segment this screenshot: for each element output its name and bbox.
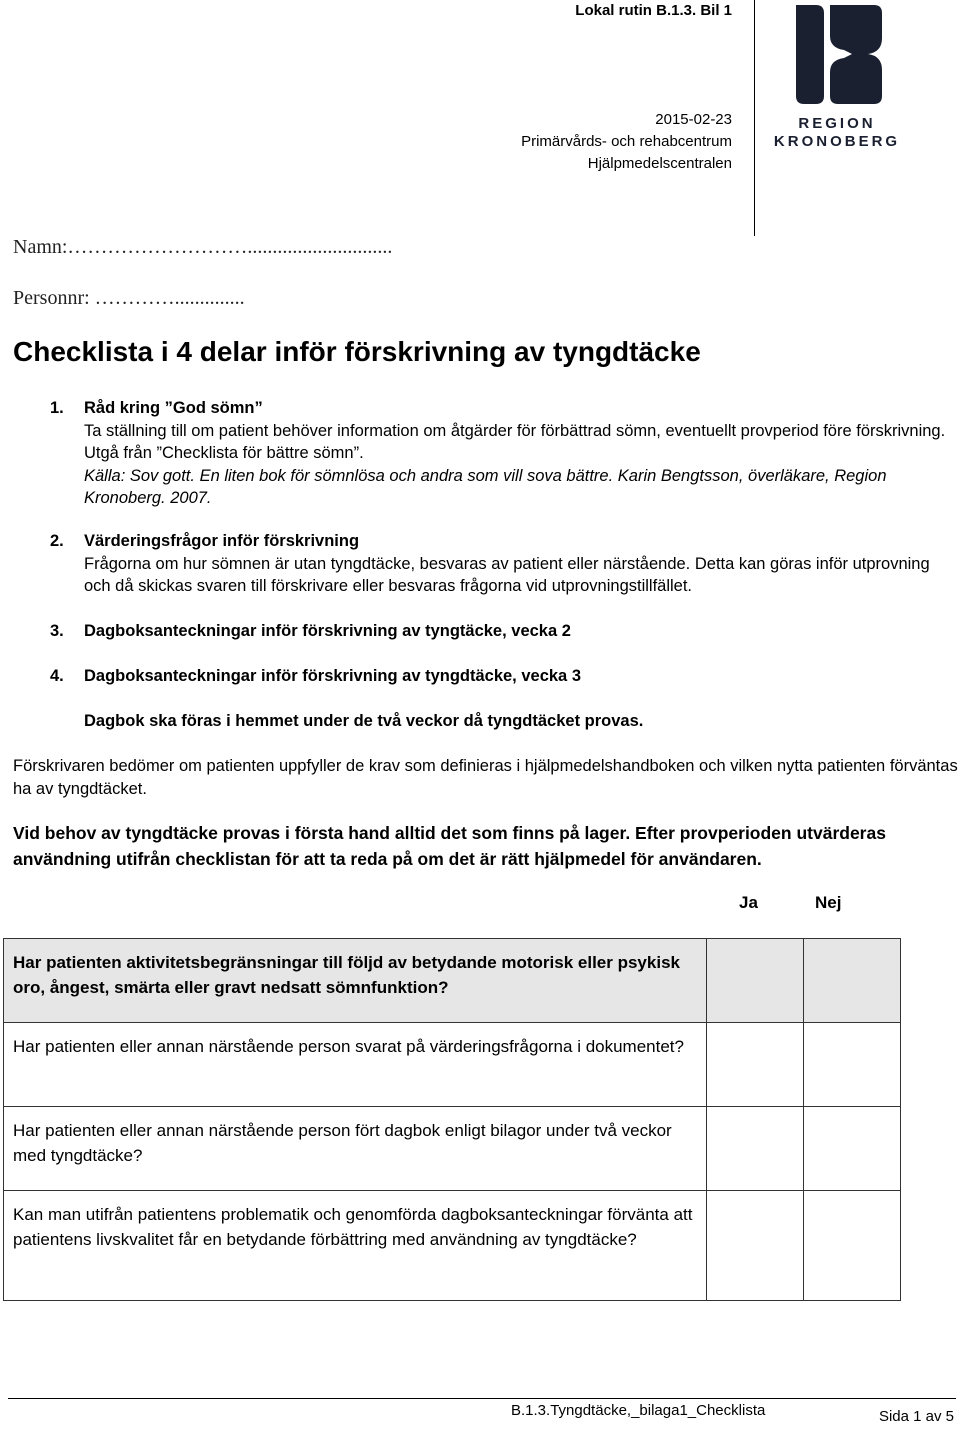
section-text: Frågorna om hur sömnen är utan tyngdtäcke, besvaras av patient eller närstående. Detta kan göras inför utprovning och då skickas svaren till förskrivare eller besvaras frågorna vid utprovningstillfället.: [84, 554, 930, 595]
footer-divider: [8, 1398, 956, 1399]
section-heading: Dagboksanteckningar inför förskrivning av tyngtäcke, vecka 2: [84, 622, 571, 640]
footer-filename: B.1.3.Tyngdtäcke,_bilaga1_Checklista: [511, 1402, 766, 1419]
name-field[interactable]: Namn:……………………….............................: [13, 236, 393, 258]
section-source: Källa: Sov gott. En liten bok för sömnlösa och andra som vill sova bättre. Karin Bengtsson, överläkare, Region Kronoberg. 2007.: [84, 466, 887, 507]
section-note: Dagbok ska föras i hemmet under de två veckor då tyngdtäcket provas.: [84, 711, 644, 730]
question-cell: Har patienten eller annan närstående person svarat på värderingsfrågorna i dokumentet?: [4, 1023, 707, 1107]
yes-checkbox-cell[interactable]: [706, 1023, 803, 1107]
section-number: 4.: [50, 667, 64, 685]
section-text: Ta ställning till om patient behöver information om åtgärder för förbättrad sömn, eventuellt provperiod före förskrivning. Utgå från ”Checklista för bättre sömn”.: [84, 421, 946, 462]
column-header-yes: Ja: [739, 893, 758, 912]
section-number: 3.: [50, 622, 64, 640]
question-cell: Kan man utifrån patientens problematik och genomförda dagboksanteckningar förvänta att patientens livskvalitet får en betydande förbättring med användning av tyngdtäcke?: [4, 1191, 707, 1301]
footer-page-number: Sida 1 av 5: [878, 1408, 954, 1425]
yes-checkbox-cell[interactable]: [706, 1191, 803, 1301]
page-title: Checklista i 4 delar inför förskrivning av tyngdtäcke: [13, 336, 701, 367]
yes-checkbox-cell[interactable]: [706, 939, 803, 1023]
checklist-table: [3, 938, 901, 1301]
section-3: [50, 620, 954, 643]
routine-label: Lokal rutin B.1.3. Bil 1: [575, 2, 732, 19]
section-heading: Värderingsfrågor inför förskrivning: [84, 532, 360, 550]
table-row: [4, 1023, 901, 1107]
section-heading: Dagboksanteckningar inför förskrivning av tyngdtäcke, vecka 3: [84, 667, 581, 685]
no-checkbox-cell[interactable]: [803, 939, 900, 1023]
section-number: 1.: [50, 399, 64, 417]
section-1: [50, 397, 954, 510]
region-kronoberg-logo: [772, 2, 902, 151]
table-row: [4, 1191, 901, 1301]
assessment-paragraph: Förskrivaren bedömer om patienten uppfyller de krav som definieras i hjälpmedelshandboken och vilken nytta patienten förväntas ha av tyngdtäcket.: [13, 757, 958, 798]
section-4: [50, 665, 954, 732]
header-divider: [754, 0, 755, 236]
no-checkbox-cell[interactable]: [803, 1107, 900, 1191]
section-number: 2.: [50, 532, 64, 550]
logo-mark-icon: [772, 2, 902, 110]
no-checkbox-cell[interactable]: [803, 1023, 900, 1107]
question-cell: Har patienten eller annan närstående person fört dagbok enligt bilagor under två veckor med tyngdtäcke?: [4, 1107, 707, 1191]
trial-paragraph: Vid behov av tyngdtäcke provas i första hand alltid det som finns på lager. Efter provperioden utvärderas användning utifrån checklistan för att ta reda på om det är rätt hjälpmedel för användaren.: [13, 823, 886, 869]
org-line-2: Hjälpmedelscentralen: [587, 155, 732, 172]
question-cell: Har patienten aktivitetsbegränsningar till följd av betydande motorisk eller psykisk oro, ångest, smärta eller gravt nedsatt sömnfunktion?: [4, 939, 707, 1023]
org-line-1: Primärvårds- och rehabcentrum: [521, 133, 732, 150]
table-row: [4, 939, 901, 1023]
logo-word-kronoberg: KRONOBERG: [773, 133, 901, 150]
logo-word-region: REGION: [798, 115, 876, 132]
yes-checkbox-cell[interactable]: [706, 1107, 803, 1191]
table-row: [4, 1107, 901, 1191]
document-date: 2015-02-23: [655, 111, 732, 128]
section-heading: Råd kring ”God sömn”: [84, 399, 263, 417]
personnr-field[interactable]: Personnr: …………..............: [13, 287, 245, 309]
section-2: [50, 530, 954, 598]
header-info: [521, 109, 732, 175]
column-header-no: Nej: [815, 893, 842, 912]
no-checkbox-cell[interactable]: [803, 1191, 900, 1301]
